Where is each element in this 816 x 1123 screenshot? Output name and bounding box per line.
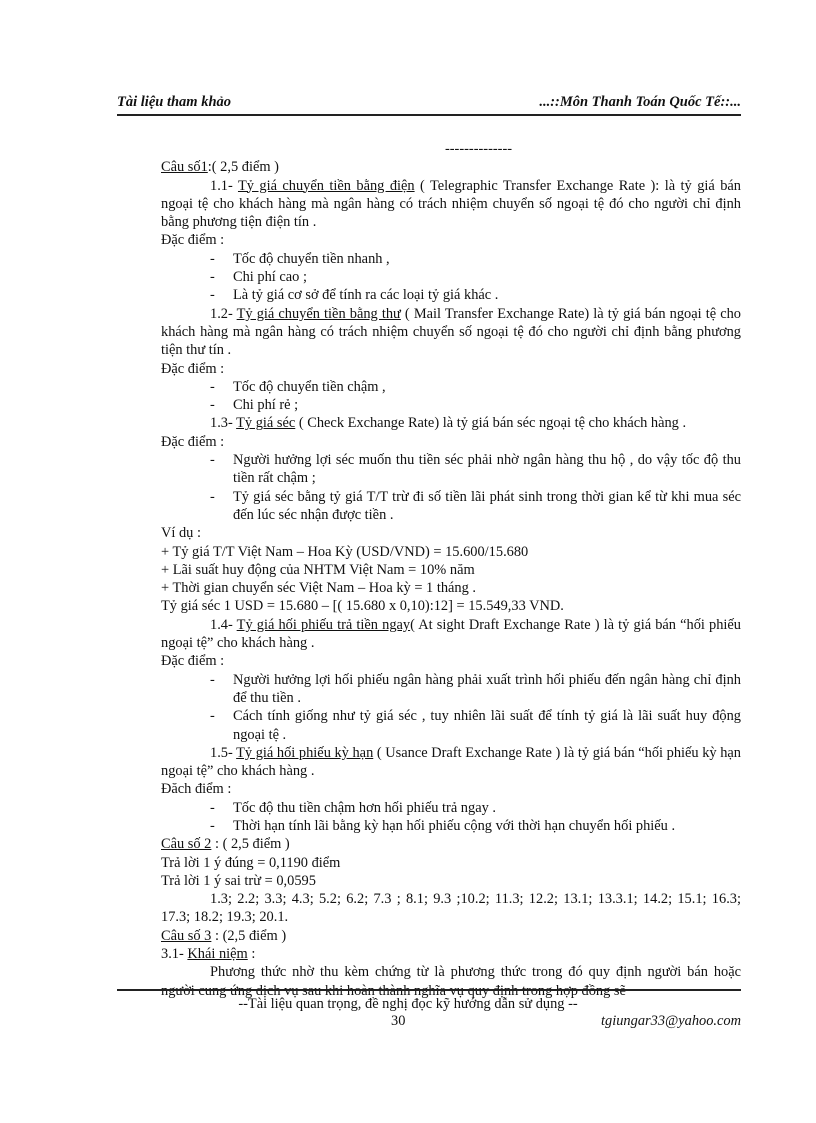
term-check-rate: Tỷ giá séc [236,415,296,432]
list-item: - Tỷ giá séc bằng tỷ giá T/T trừ đi số tiền lãi phát sinh trong thời gian kể từ khi mua séc đến lúc séc nhận được tiền . [210,488,741,523]
page-header [117,94,741,116]
section-number: 1.1- [210,177,238,194]
features-label: Đăch điểm : [161,781,232,798]
paragraph-1-3 [161,414,741,432]
example-line: + Lãi suất huy động của NHTM Việt Nam = 10% năm [161,561,475,578]
section-separator: -------------- [444,141,513,157]
paragraph-1-5 [161,744,741,781]
paragraph-3-1: Phương thức nhờ thu kèm chứng từ là phương thức trong đó quy định người bán hoặc người cung ứng dịch vụ sau khi hoàn thành nghĩa vụ quy định trong hợp đồng sẽ [161,964,741,999]
question-2-heading [161,835,741,853]
paragraph-1-1 [161,177,741,232]
question-1-heading [161,158,741,176]
features-label: Đặc điểm : [161,653,225,670]
list-item: - Người hưởng lợi séc muốn thu tiền séc phải nhờ ngân hàng thu hộ , do vậy tốc độ thu tiền rất chậm ; [210,452,741,487]
definition-text: ( Usance Draft Exchange Rate ) là tỷ giá bán “hối phiếu kỳ hạn ngoại tệ” cho khách hàng . [161,744,741,780]
list-item: - Tốc độ chuyển tiền chậm , [210,378,386,395]
subsection-3-1-heading: 3.1- Khái niệm : [161,946,256,963]
features-label: Đặc điểm : [161,433,225,450]
section-number: 1.3- [210,415,237,432]
question-1-label: Câu số1 [161,159,208,176]
list-item: - Là tỷ giá cơ sở để tính ra các loại tỷ giá khác . [210,287,499,304]
list-item: - Chi phí cao ; [210,269,307,286]
term-usance-draft: Tỷ giá hối phiếu kỳ hạn [236,744,374,761]
answer-key: 1.3; 2.2; 3.3; 4.3; 5.2; 6.2; 7.3 ; 8.1; 9.3 ;10.2; 11.3; 12.2; 13.1; 13.3.1; 14.2; 15.1; 16.3; 17.3; 18.2; 19.3; 20.1. [161,891,741,926]
definition-text: ( Mail Transfer Exchange Rate) là tỷ giá bán ngoại tệ cho khách hàng mà ngân hàng có trách nhiệm chuyển số ngoại tệ đó cho người chỉ định bằng phương tiện thư tín . [161,305,741,359]
list-item: - Chi phí rẻ ; [210,397,299,414]
footer-note: --Tài liệu quan trọng, đề nghị đọc kỹ hướng dẫn sử dụng -- [238,996,578,1012]
question-3-points: : (2,5 điểm ) [211,927,287,944]
header-left-title: Tài liệu tham khảo [117,94,232,110]
example-result: Tỷ giá séc 1 USD = 15.680 – [( 15.680 x 0,10):12] = 15.549,33 VND. [161,598,564,615]
list-item: - Tốc độ thu tiền chậm hơn hối phiếu trả ngay . [210,799,496,816]
section-number: 1.5- [210,744,237,761]
question-3-heading [161,927,741,945]
header-right-title: ...::Môn Thanh Toán Quốc Tế::... [539,94,741,110]
section-number: 3.1- [161,946,188,963]
list-item: - Cách tính giống như tỷ giá séc , tuy nhiên lãi suất để tính tỷ giá là lãi suất huy động ngoại tệ . [210,708,741,743]
question-2-label: Câu số 2 [161,836,212,853]
list-item: - Người hưởng lợi hối phiếu ngân hàng phải xuất trình hối phiếu đến ngân hàng chỉ định để thu tiền . [210,671,741,706]
term-mail-transfer: Tỷ giá chuyển tiền bằng thư [236,305,401,322]
definition-text: ( Telegraphic Transfer Exchange Rate ): là tỷ giá bán ngoại tệ cho khách hàng mà ngân hàng có trách nhiệm chuyển số ngoại tệ đó cho người chỉ định bằng phương tiện điện tín . [161,177,741,231]
example-line: + Tỷ giá T/T Việt Nam – Hoa Kỳ (USD/VND) = 15.600/15.680 [161,543,529,560]
question-2-points: : ( 2,5 điểm ) [211,836,290,853]
document-body [161,140,741,1000]
list-item: - Thời hạn tính lãi bằng kỳ hạn hối phiếu cộng với thời hạn chuyển hối phiếu . [210,817,676,834]
question-1-points: :( 2,5 điểm ) [207,159,279,176]
question-3-label: Câu số 3 [161,927,212,944]
section-number: 1.2- [210,305,237,322]
footer-email: tgiungar33@yahoo.com [601,1013,741,1029]
paragraph-1-4 [161,616,741,653]
paragraph-1-2 [161,305,741,360]
header-rule [117,114,741,116]
example-label: Ví dụ : [161,525,201,542]
term-telegraphic-transfer: Tỷ giá chuyển tiền bằng điện [237,177,415,194]
footer-rule [117,989,741,991]
definition-text: ( At sight Draft Exchange Rate ) là tỷ giá bán “hối phiếu ngoại tệ” cho khách hàng . [161,616,741,652]
section-number: 1.4- [210,616,237,633]
term-concept: Khái niệm [187,946,248,963]
features-label: Đặc điểm : [161,232,225,249]
example-line: + Thời gian chuyển séc Việt Nam – Hoa kỳ = 1 tháng . [161,580,476,597]
list-item: - Tốc độ chuyển tiền nhanh , [210,250,390,267]
term-sight-draft: Tỷ giá hối phiếu trả tiền ngay [236,616,411,633]
scoring-rule: Trả lời 1 ý sai trừ = 0,0595 [161,872,316,889]
definition-text: ( Check Exchange Rate) là tỷ giá bán séc ngoại tệ cho khách hàng . [295,415,687,432]
page-number: 30 [391,1013,406,1029]
features-label: Đặc điểm : [161,360,225,377]
scoring-rule: Trả lời 1 ý đúng = 0,1190 điểm [161,854,341,871]
